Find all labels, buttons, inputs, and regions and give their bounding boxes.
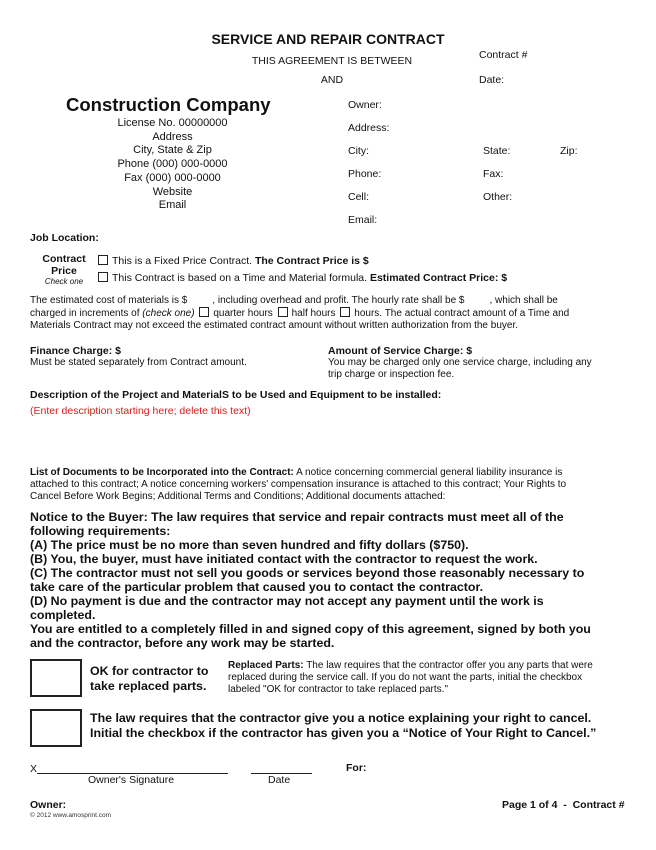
fixed-price-option: This is a Fixed Price Contract. The Contract Price is $ <box>98 255 369 267</box>
company-license: License No. 00000000 <box>117 117 228 129</box>
page-number: Page 1 of 4 - Contract # <box>502 799 625 811</box>
job-location-label: Job Location: <box>30 232 99 244</box>
notice-line: following requirements: <box>30 524 171 538</box>
documents-line-2: attached to this contract; A notice concerning workers' compensation insurance is attached to this contract; Your Rights to <box>30 479 567 490</box>
owner-phone-label: Phone: <box>348 168 382 180</box>
notice-line: take care of the particular problem that caused you to contact the contractor. <box>30 580 484 594</box>
owner-zip-label: Zip: <box>560 145 578 157</box>
owner-signature-label: Owner's Signature <box>88 774 175 786</box>
owner-cell-label: Cell: <box>348 191 370 203</box>
owner-label: Owner: <box>348 99 382 111</box>
documents-line-1: List of Documents to be Incorporated into the Contract: A notice concerning commercial general liability insurance is <box>30 467 563 478</box>
company-name: Construction Company <box>66 94 271 115</box>
notice-line: and the contractor, before any work may be started. <box>30 636 335 650</box>
estimate-line-2: charged in increments of (check one) quarter hours half hours hours. The actual contract amount of a Time and <box>30 308 570 319</box>
notice-line: (C) The contractor must not sell you goods or services beyond those reasonably necessary to <box>30 566 585 580</box>
notice-line: (A) The price must be no more than seven hundred and fifty dollars ($750). <box>30 538 469 552</box>
notice-line: (D) No payment is due and the contractor may not accept any payment until the work is <box>30 594 544 608</box>
agreement-and: AND <box>320 74 344 86</box>
document-title: SERVICE AND REPAIR CONTRACT <box>211 31 445 47</box>
owner-address-label: Address: <box>348 122 390 134</box>
description-placeholder[interactable]: (Enter description starting here; delete this text) <box>30 405 251 417</box>
description-heading: Description of the Project and MaterialS to be Used and Equipment to be installed: <box>30 389 442 401</box>
company-city-state-zip: City, State & Zip <box>133 144 212 157</box>
copyright-notice: © 2012 www.amosprint.com <box>30 812 112 819</box>
company-phone: Phone (000) 000-0000 <box>117 158 228 171</box>
contract-number-label: Contract # <box>479 49 528 61</box>
for-label: For: <box>346 762 367 774</box>
service-charge-label: Amount of Service Charge: $ <box>328 345 473 357</box>
service-charge-note: You may be charged only one service charge, including any trip charge or inspection fee. <box>328 357 592 380</box>
finance-charge-label: Finance Charge: $ <box>30 345 122 357</box>
owner-state-label: State: <box>483 145 511 157</box>
owner-other-label: Other: <box>483 191 513 203</box>
estimate-line-1: The estimated cost of materials is $ , including overhead and profit. The hourly rate shall be $ , which shall be <box>30 295 558 306</box>
replaced-parts-initial-box[interactable] <box>30 659 82 697</box>
contract-price-label: Contract Price <box>42 253 86 277</box>
owner-fax-label: Fax: <box>483 168 504 180</box>
finance-charge-note: Must be stated separately from Contract amount. <box>30 357 247 368</box>
notice-line: You are entitled to a completely filled in and signed copy of this agreement, signed by both you <box>30 622 591 636</box>
footer-owner-label: Owner: <box>30 799 67 811</box>
owner-email-label: Email: <box>348 214 378 226</box>
half-hours-checkbox[interactable] <box>278 307 288 317</box>
notice-to-buyer <box>30 510 635 650</box>
header-date-label: Date: <box>479 74 505 86</box>
estimate-line-3: Materials Contract may not exceed the estimated contract amount without written authorization from the buyer. <box>30 320 519 331</box>
owner-city-label: City: <box>348 145 369 157</box>
company-details <box>86 117 259 213</box>
check-one-hint: Check one <box>44 277 84 286</box>
hours-checkbox[interactable] <box>340 307 350 317</box>
signature-x-mark: X <box>30 763 38 775</box>
estimate-paragraph <box>30 295 630 332</box>
notice-line: Notice to the Buyer: The law requires that service and repair contracts must meet all of the <box>30 510 564 524</box>
time-material-checkbox[interactable] <box>98 272 108 282</box>
quarter-hours-checkbox[interactable] <box>199 307 209 317</box>
signature-date-label: Date <box>268 774 291 786</box>
company-email: Email <box>158 199 187 212</box>
cancel-notice-initial-box[interactable] <box>30 709 82 747</box>
notice-line: completed. <box>30 608 96 622</box>
cancel-notice-text: The law requires that the contractor give you a notice explaining your right to cancel. Initial the checkbox if the contractor has given you a “Notice of Your Right to Cancel.” <box>90 711 597 740</box>
company-fax: Fax (000) 000-0000 <box>124 171 221 184</box>
company-website: Website <box>152 185 193 198</box>
notice-line: (B) You, the buyer, must have initiated contact with the contractor to request the work. <box>30 552 538 566</box>
fixed-price-checkbox[interactable] <box>98 255 108 265</box>
agreement-subtitle: THIS AGREEMENT IS BETWEEN <box>251 55 413 67</box>
replaced-parts-text: Replaced Parts: The law requires that the contractor offer you any parts that were replaced during the service call. If you do not want the parts, initial the checkbox labeled "OK for contractor to take replaced parts." <box>228 660 593 695</box>
documents-paragraph <box>30 467 630 503</box>
time-material-option: This Contract is based on a Time and Material formula. Estimated Contract Price: $ <box>98 272 507 284</box>
replaced-parts-ok-label: OK for contractor to take replaced parts. <box>90 664 209 693</box>
company-address: Address <box>152 130 193 143</box>
documents-line-3: Cancel Before Work Begins; Additional Terms and Conditions; Additional documents attached: <box>30 491 446 502</box>
